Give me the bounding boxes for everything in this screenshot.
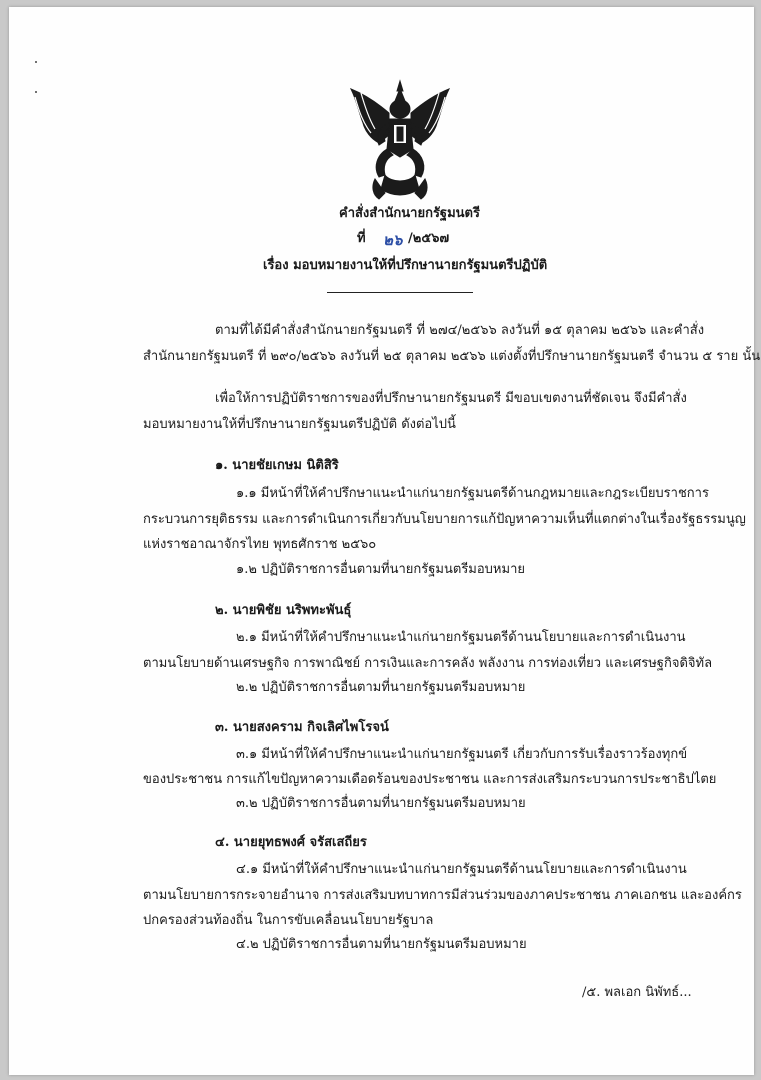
- advisor-4-name: ๔. นายยุทธพงศ์ จรัสเสถียร: [215, 835, 367, 850]
- advisor-3-other-duty: ๓.๒ ปฏิบัติราชการอื่นตามที่นายกรัฐมนตรีมอบหมาย: [236, 796, 526, 811]
- purpose-line-1: เพื่อให้การปฏิบัติราชการของที่ปรึกษานายกรัฐมนตรี มีขอบเขตงานที่ชัดเจน จึงมีคำสั่ง: [215, 391, 687, 406]
- order-title: คำสั่งสำนักนายกรัฐมนตรี: [339, 206, 480, 221]
- advisor-4-duty-line-3: ปกครองส่วนท้องถิ่น ในการขับเคลื่อนนโยบายรัฐบาล: [143, 913, 434, 928]
- advisor-4-other-duty: ๔.๒ ปฏิบัติราชการอื่นตามที่นายกรัฐมนตรีมอบหมาย: [236, 937, 527, 952]
- advisor-4-duty-line-2: ตามนโยบายการกระจายอำนาจ การส่งเสริมบทบาทการมีส่วนร่วมของภาคประชาชน ภาคเอกชน และองค์กร: [143, 888, 742, 903]
- purpose-line-2: มอบหมายงานให้ที่ปรึกษานายกรัฐมนตรีปฏิบัติ ดังต่อไปนี้: [143, 417, 456, 432]
- advisor-1-duty-line-1: ๑.๑ มีหน้าที่ให้คำปรึกษาแนะนำแก่นายกรัฐมนตรีด้านกฎหมายและกฎระเบียบราชการ: [236, 486, 709, 501]
- advisor-2-name: ๒. นายพิชัย นริพทะพันธุ์: [215, 603, 352, 618]
- advisor-1-name: ๑. นายชัยเกษม นิติสิริ: [215, 458, 339, 473]
- advisor-3-name: ๓. นายสงคราม กิจเลิศไพโรจน์: [215, 720, 389, 735]
- advisor-2-duty-line-1: ๒.๑ มีหน้าที่ให้คำปรึกษาแนะนำแก่นายกรัฐมนตรีด้านนโยบายและการดำเนินงาน: [236, 630, 686, 645]
- title-underline-rule: [327, 292, 473, 293]
- preamble-line-2: สำนักนายกรัฐมนตรี ที่ ๒๙๐/๒๕๖๖ ลงวันที่ ๒๕ ตุลาคม ๒๕๖๖ แต่งตั้งที่ปรึกษานายกรัฐมนตรี จำนวน ๕ ราย นั้น: [143, 349, 761, 364]
- preamble-line-1: ตามที่ได้มีคำสั่งสำนักนายกรัฐมนตรี ที่ ๒๗๔/๒๕๖๖ ลงวันที่ ๑๕ ตุลาคม ๒๕๖๖ และคำสั่ง: [215, 323, 705, 338]
- order-subject: เรื่อง มอบหมายงานให้ที่ปรึกษานายกรัฐมนตรีปฏิบัติ: [263, 258, 548, 273]
- order-number-prefix: ที่: [357, 231, 366, 246]
- advisor-3-duty-line-2: ของประชาชน การแก้ไขปัญหาความเดือดร้อนของประชาชน และการส่งเสริมกระบวนการประชาธิปไตย: [143, 772, 717, 787]
- advisor-3-duty-line-1: ๓.๑ มีหน้าที่ให้คำปรึกษาแนะนำแก่นายกรัฐมนตรี เกี่ยวกับการรับเรื่องราวร้องทุกข์: [236, 747, 688, 762]
- advisor-1-duty-line-3: แห่งราชอาณาจักรไทย พุทธศักราช ๒๕๖๐: [143, 537, 377, 552]
- advisor-2-duty-line-2: ตามนโยบายด้านเศรษฐกิจ การพาณิชย์ การเงินและการคลัง พลังงาน การท่องเที่ยว และเศรษฐกิจดิจิทัล: [143, 656, 713, 671]
- scan-speck: [35, 91, 37, 93]
- scan-speck: [35, 61, 37, 63]
- page-continuation: /๕. พลเอก นิพัทธ์...: [582, 985, 692, 1000]
- document-page: [9, 7, 761, 1075]
- garuda-emblem-icon: [345, 79, 455, 201]
- order-number-suffix: /๒๕๖๗: [408, 231, 450, 246]
- order-number-handwritten: ๒๖: [383, 231, 403, 249]
- advisor-2-other-duty: ๒.๒ ปฏิบัติราชการอื่นตามที่นายกรัฐมนตรีมอบหมาย: [236, 680, 526, 695]
- advisor-4-duty-line-1: ๔.๑ มีหน้าที่ให้คำปรึกษาแนะนำแก่นายกรัฐมนตรีด้านนโยบายและการดำเนินงาน: [236, 862, 687, 877]
- advisor-1-other-duty: ๑.๒ ปฏิบัติราชการอื่นตามที่นายกรัฐมนตรีมอบหมาย: [236, 562, 525, 577]
- advisor-1-duty-line-2: กระบวนการยุติธรรม และการดำเนินการเกี่ยวกับนโยบายการแก้ปัญหาความเห็นที่แตกต่างในเรื่องรัฐธรรมนูญ: [143, 512, 746, 527]
